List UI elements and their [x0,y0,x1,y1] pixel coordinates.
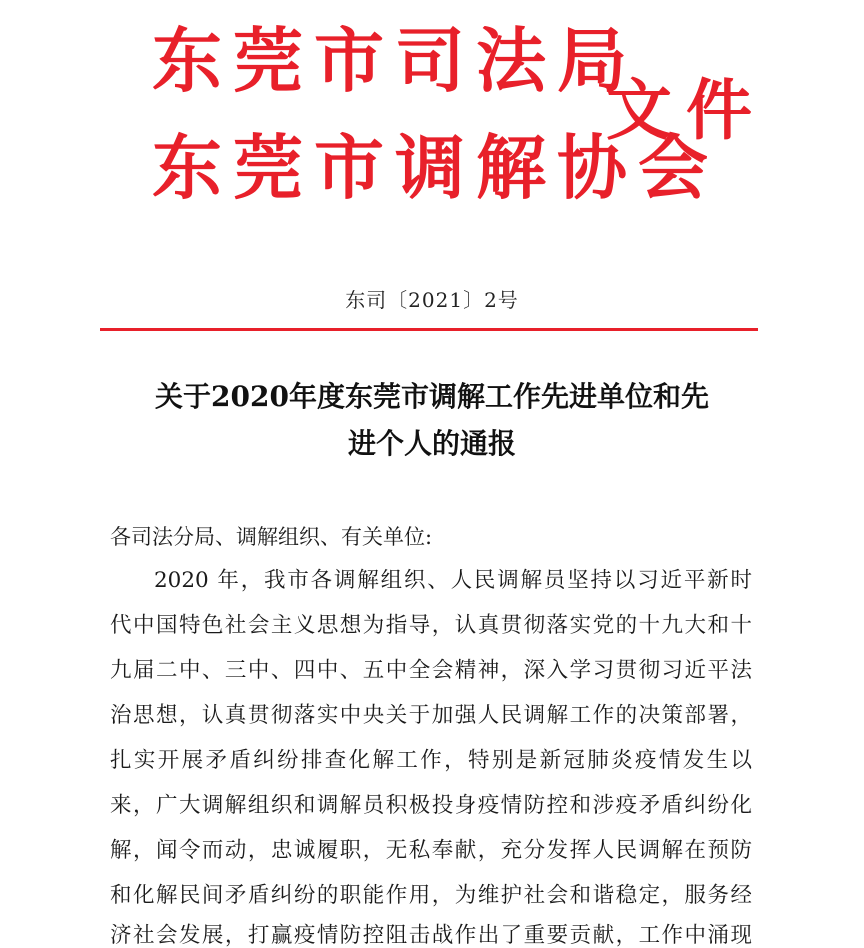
document-number: 东司〔2021〕2号 [345,288,519,312]
salutation: 各司法分局、调解组织、有关单位: [110,525,433,549]
issuing-org-2: 东莞市调解协会 [152,127,719,209]
body-line: 治思想，认真贯彻落实中央关于加强人民调解工作的决策部署， [110,703,752,728]
body-line: 扎实开展矛盾纠纷排查化解工作，特别是新冠肺炎疫情发生以 [110,748,752,773]
document-title-line-1: 关于2020年度东莞市调解工作先进单位和先 [155,380,709,413]
body-line: 济社会发展，打赢疫情防控阻击战作出了重要贡献，工作中涌现 [110,923,752,948]
header-divider [100,328,758,331]
body-line: 代中国特色社会主义思想为指导，认真贯彻落实党的十九大和十 [110,613,752,638]
body-line: 和化解民间矛盾纠纷的职能作用，为维护社会和谐稳定，服务经 [110,883,752,908]
body-line: 来，广大调解组织和调解员积极投身疫情防控和涉疫矛盾纠纷化 [110,793,752,818]
issuing-org-1: 东莞市司法局 [152,20,638,102]
body-line: 解，闻令而动，忠诚履职，无私奉献，充分发挥人民调解在预防 [110,838,752,863]
body-line: 2020 年，我市各调解组织、人民调解员坚持以习近平新时 [154,568,752,593]
document-type-label: 文件 [606,72,766,149]
body-line: 九届二中、三中、四中、五中全会精神，深入学习贯彻习近平法 [110,658,752,683]
document-title-line-2: 进个人的通报 [347,427,516,460]
